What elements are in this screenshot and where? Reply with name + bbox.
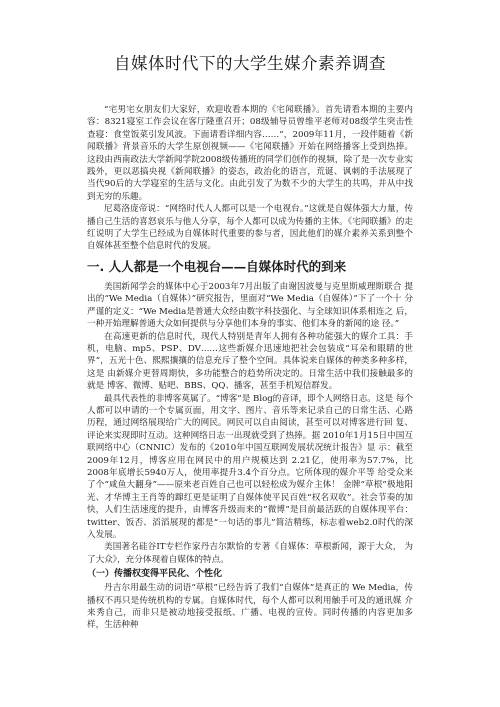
section-paragraph-4: 美国著名硅谷IT专栏作家丹吉尔默恰的专著《自媒体：草根新闻，源于大众， 为了大众》，充分体现着自媒体的特点。 [87,542,413,565]
document-title: 自媒体时代下的大学生媒介素养调查 [114,54,386,73]
section-heading: 一. 人人都是一个电视台——自媒体时代的到来 [87,258,347,274]
section-paragraph-1: 美国新闻学会的媒体中心于2003年7月出版了由谢因波曼与克里斯威理斯联合 提出的“We Media（自媒体）”研究报告，里面对“We Media（自媒体）”下了一个十 分严谨的定义：“We Media是普通大众经由数字科技强化、与全球知识体系相连之 后，一种开始理解普通大众如何提供与分享他们本身的事实、他们本身的新闻的途 径。” [87,281,413,330]
document-body [87,104,413,632]
subsection-heading: （一）传播权变得平民化、个性化 [87,569,223,580]
section-paragraph-3: 最具代表性的非博客莫属了。“博客”是 Blog的音译，即个人网络日志。这是 每个人都可以申请的一个专属页面，用文字、图片、音乐等来记录自己的日常生活、心路历程，通过网络展现给广大的网民。网民可以自由阅读，甚至可以对博客进行回 复、评论来实现即时互动。这种网络日志一出现就受到了热捧。据 2010年1月15日中国互联网络中心（CNNIC）发布的《2010年中国互联网发展状况统计报告》显 示：截至2009年12月，博客应用在网民中的用户规模达到 2.21亿，使用率为57.7%，比2008年底增长5940万人，使用率提升3.4个百分点。它所体现的媒介平等 给受众来了个“咸鱼大翻身”——原来老百姓自己也可以轻松成为媒介主体！ 金牌“草根”极地阳光、才华博主王肖等的蹿红更是证明了自媒体使平民百姓“权名双收”。社会节奏的加快，人们生活速度的提升，由博客升级而来的“微博”是目前最活跃的自媒体现平台：twitter、饭否、滔滔展现的都是“一句话的事儿”简洁精练，标志着web2.0时代的深入发展。 [87,393,413,540]
intro-paragraph-1: “宅男宅女朋友们大家好，欢迎收看本期的《宅闻联播》。首先请看本期的主要内容：8321寝室工作会议在客厅隆重召开；08级辅导员曾维平老师对08级学生突击性查寝：食堂饭菜引发风波。下面请看详细内容……”，2009年11月，一段伴随着《新闻联播》背景音乐的大学生原创视频——《宅闻联播》开始在网络播客上受到热捧。这段由西南政法大学新闻学院2008级传播班的同学们创作的视频，除了是一次专业实践外，更以恶搞央视《新闻联播》的姿态，政治化的语言，荒诞、讽刺的手法展现了当代90后的大学寝室的生活与文化。由此引发了为数不少的大学生的共鸣，并从中找到无穷的乐趣。 [87,105,413,202]
intro-paragraph-2: 尼葛洛庞帝说：“网络时代人人都可以是一个电视台。”这就是自媒体强大力量，传播自己生活的喜怒哀乐与他人分享，每个人都可以成为传播的主体。《宅闻联播》的走红说明了大学生已经成为自媒体时代重要的参与者，因此他们的媒介素养关系到整个自媒体甚至整个信息时代的发展。 [87,204,413,252]
section-paragraph-2: 在高速更新的信息时代，现代人特别是青年人拥有各种功能强大的媒介工具：手 机，电脑、mp5、PSP、DV……这些新媒介迅速地把社会包装成“耳朵和眼睛的世界”，五光十色、熙熙攘攘的信息充斥了整个空间。具体说来自媒体的种类多种多样，这是 由新媒介更替周期快，多功能整合的趋势所决定的。日常生活中我们接触最多的就是 博客、微博、贴吧、BBS、QQ、播客，甚至手机短信群发。 [87,331,413,392]
subsection-paragraph-1: 丹吉尔用最生动的词语“草根”已经告诉了我们“自媒体”是真正的 We Media，传播权不再只是传统机构的专属。自媒体时代，每个人都可以利用触手可及的通讯媒 介来秀自己，而非只是被动地接受报纸、广播、电视的宣传。同时传播的内容更加多 样，生活种种 [87,583,413,631]
